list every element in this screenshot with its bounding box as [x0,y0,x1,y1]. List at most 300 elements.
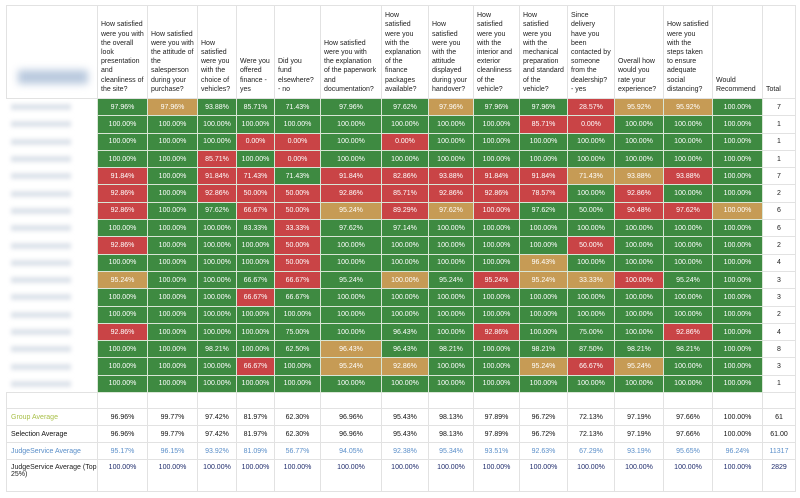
row-total: 8 [763,341,796,358]
score-cell: 100.00% [382,306,429,323]
redacted-text [11,156,71,162]
column-header[interactable]: Would Recommend [713,6,763,99]
score-cell: 100.00% [474,116,520,133]
score-cell: 100.00% [615,220,664,237]
score-cell: 95.24% [98,271,148,288]
row-label-redacted[interactable] [7,271,98,288]
redacted-text [11,364,71,370]
row-label-redacted[interactable] [7,150,98,167]
score-cell: 97.62% [382,99,429,116]
score-cell: 100.00% [568,254,615,271]
table-row [7,99,796,116]
row-label-redacted[interactable] [7,133,98,150]
summary-value: 95.65% [664,443,713,460]
table-row [7,289,796,306]
row-label-redacted[interactable] [7,375,98,392]
score-cell: 95.24% [520,271,568,288]
row-total: 1 [763,150,796,167]
table-row [7,341,796,358]
redacted-text [11,208,71,214]
score-cell: 95.24% [321,271,382,288]
score-cell: 100.00% [98,341,148,358]
score-cell: 50.00% [568,237,615,254]
score-cell: 100.00% [664,116,713,133]
score-cell: 100.00% [474,150,520,167]
summary-value: 93.51% [474,443,520,460]
score-cell: 100.00% [382,375,429,392]
score-cell: 93.88% [615,168,664,185]
score-cell: 100.00% [664,237,713,254]
summary-value: 61.00 [763,426,796,443]
empty-cell [321,393,382,409]
row-total: 1 [763,116,796,133]
score-cell: 100.00% [429,220,474,237]
score-cell: 66.67% [237,358,275,375]
score-cell: 100.00% [198,375,237,392]
summary-value: 93.19% [615,443,664,460]
score-cell: 100.00% [237,375,275,392]
score-cell: 100.00% [615,133,664,150]
summary-value: 98.13% [429,409,474,426]
score-cell: 50.00% [237,185,275,202]
score-cell: 100.00% [615,116,664,133]
score-cell: 100.00% [237,323,275,340]
row-label-redacted[interactable] [7,220,98,237]
column-header[interactable]: How satisfied were you with the attitude of the salesperson during your purchase? [148,6,198,99]
score-cell: 100.00% [429,116,474,133]
score-cell: 100.00% [664,306,713,323]
score-cell: 100.00% [148,254,198,271]
score-cell: 100.00% [98,306,148,323]
score-cell: 62.50% [275,341,321,358]
summary-value: 96.72% [520,409,568,426]
score-cell: 100.00% [321,323,382,340]
score-cell: 100.00% [615,237,664,254]
summary-value: 100.00% [98,460,148,492]
score-cell: 100.00% [148,150,198,167]
summary-value: 97.66% [664,409,713,426]
score-cell: 97.96% [520,99,568,116]
score-cell: 100.00% [321,116,382,133]
row-total: 3 [763,289,796,306]
summary-value: 97.42% [198,409,237,426]
score-cell: 100.00% [198,133,237,150]
score-cell: 100.00% [382,254,429,271]
score-cell: 95.24% [321,358,382,375]
empty-cell [7,393,98,409]
score-cell: 100.00% [713,289,763,306]
score-cell: 100.00% [321,375,382,392]
column-header[interactable]: Overall how would you rate your experience? [615,6,664,99]
row-label-redacted[interactable] [7,202,98,219]
score-cell: 95.24% [615,358,664,375]
score-cell: 92.86% [664,323,713,340]
table-row [7,202,796,219]
column-header[interactable]: How satisfied were you with the interior and exterior cleanliness of the vehicle? [474,6,520,99]
score-cell: 100.00% [237,254,275,271]
score-cell: 100.00% [664,185,713,202]
score-cell: 100.00% [520,289,568,306]
score-cell: 100.00% [568,289,615,306]
score-cell: 100.00% [474,202,520,219]
score-cell: 100.00% [198,323,237,340]
score-cell: 100.00% [275,375,321,392]
score-cell: 100.00% [474,254,520,271]
score-cell: 100.00% [520,220,568,237]
score-cell: 50.00% [275,185,321,202]
table-row [7,323,796,340]
blurred-logo [18,70,88,84]
row-label-redacted[interactable] [7,168,98,185]
score-cell: 100.00% [429,254,474,271]
summary-value: 72.13% [568,409,615,426]
score-cell: 85.71% [198,150,237,167]
score-cell: 100.00% [520,306,568,323]
score-cell: 100.00% [713,150,763,167]
score-cell: 96.43% [382,341,429,358]
summary-value: 95.17% [98,443,148,460]
score-cell: 100.00% [148,323,198,340]
summary-value: 62.30% [275,409,321,426]
table-row [7,237,796,254]
score-cell: 50.00% [275,202,321,219]
score-cell: 0.00% [237,133,275,150]
column-header[interactable]: How satisfied were you with the explanation of the paperwork and documentation? [321,6,382,99]
score-cell: 100.00% [664,254,713,271]
redacted-text [11,260,71,266]
row-label-redacted[interactable] [7,358,98,375]
redacted-text [11,139,71,145]
row-total: 2 [763,306,796,323]
score-cell: 92.86% [98,185,148,202]
score-cell: 100.00% [615,375,664,392]
score-cell: 100.00% [568,375,615,392]
table-row [7,168,796,185]
summary-value: 100.00% [198,460,237,492]
score-cell: 100.00% [713,202,763,219]
redacted-text [11,121,71,127]
score-cell: 82.86% [382,168,429,185]
score-cell: 100.00% [198,254,237,271]
empty-cell [763,393,796,409]
score-cell: 100.00% [275,358,321,375]
redacted-text [11,191,71,197]
score-cell: 100.00% [429,237,474,254]
row-label-redacted[interactable] [7,116,98,133]
score-cell: 100.00% [615,150,664,167]
score-cell: 100.00% [98,220,148,237]
summary-value: 100.00% [520,460,568,492]
summary-label: Group Average [7,409,98,426]
score-cell: 100.00% [98,133,148,150]
score-cell: 100.00% [382,116,429,133]
row-label-redacted[interactable] [7,306,98,323]
score-cell: 100.00% [98,150,148,167]
empty-cell [382,393,429,409]
column-header[interactable]: Since delivery have you been contacted by someone from the dealership? - yes [568,6,615,99]
score-cell: 0.00% [382,133,429,150]
summary-value: 100.00% [321,460,382,492]
column-header-total[interactable]: Total [763,6,796,99]
summary-value: 97.89% [474,409,520,426]
score-cell: 100.00% [275,306,321,323]
score-cell: 100.00% [321,254,382,271]
score-cell: 100.00% [198,237,237,254]
summary-value: 100.00% [713,426,763,443]
score-cell: 100.00% [474,306,520,323]
score-cell: 100.00% [198,289,237,306]
score-cell: 100.00% [664,150,713,167]
score-cell: 93.88% [429,168,474,185]
score-cell: 100.00% [520,375,568,392]
score-cell: 0.00% [275,133,321,150]
score-cell: 100.00% [615,254,664,271]
score-cell: 100.00% [98,358,148,375]
score-cell: 100.00% [664,375,713,392]
table-row [7,375,796,392]
row-total: 7 [763,168,796,185]
column-header[interactable]: How satisfied were you with the explanation of the finance packages available? [382,6,429,99]
score-cell: 91.84% [98,168,148,185]
score-cell: 100.00% [98,375,148,392]
score-cell: 92.86% [382,358,429,375]
row-total: 1 [763,133,796,150]
summary-value: 62.30% [275,426,321,443]
score-cell: 100.00% [275,116,321,133]
score-cell: 66.67% [275,289,321,306]
score-cell: 97.14% [382,220,429,237]
score-cell: 100.00% [568,306,615,323]
summary-value: 97.42% [198,426,237,443]
score-cell: 100.00% [474,133,520,150]
score-cell: 87.50% [568,341,615,358]
table-row [7,220,796,237]
score-cell: 100.00% [474,358,520,375]
score-cell: 100.00% [713,323,763,340]
redacted-text [11,329,71,335]
summary-value: 95.34% [429,443,474,460]
empty-cell [615,393,664,409]
score-cell: 33.33% [568,271,615,288]
column-header[interactable]: How satisfied were you with the overall look presentation and cleanliness of the site? [98,6,148,99]
score-cell: 100.00% [237,116,275,133]
score-cell: 100.00% [382,271,429,288]
summary-value: 72.13% [568,426,615,443]
redacted-text [11,104,71,110]
group-average-row [7,409,796,426]
score-cell: 95.92% [615,99,664,116]
score-cell: 71.43% [568,168,615,185]
summary-value: 99.77% [148,409,198,426]
score-cell: 92.86% [98,202,148,219]
score-cell: 100.00% [520,150,568,167]
score-cell: 28.57% [568,99,615,116]
score-cell: 100.00% [237,150,275,167]
empty-cell [664,393,713,409]
score-cell: 100.00% [713,341,763,358]
row-total: 6 [763,202,796,219]
empty-cell [429,393,474,409]
empty-cell [713,393,763,409]
score-cell: 89.29% [382,202,429,219]
empty-cell [98,393,148,409]
row-total: 4 [763,254,796,271]
score-cell: 100.00% [148,289,198,306]
row-label-redacted[interactable] [7,323,98,340]
score-cell: 91.84% [198,168,237,185]
summary-value: 97.19% [615,426,664,443]
score-cell: 100.00% [98,116,148,133]
column-header[interactable]: How satisfied were you with the steps taken to ensure adequate social distancing? [664,6,713,99]
score-cell: 98.21% [615,341,664,358]
score-cell: 100.00% [237,237,275,254]
score-cell: 100.00% [713,185,763,202]
column-header[interactable]: How satisfied were you with the attitude displayed during your handover? [429,6,474,99]
score-cell: 95.24% [474,271,520,288]
score-cell: 0.00% [275,150,321,167]
score-cell: 91.84% [321,168,382,185]
score-cell: 100.00% [321,306,382,323]
score-cell: 100.00% [198,306,237,323]
score-cell: 66.67% [237,271,275,288]
summary-value: 100.00% [615,460,664,492]
score-cell: 100.00% [148,220,198,237]
score-cell: 100.00% [713,358,763,375]
score-cell: 50.00% [568,202,615,219]
spacer-row [7,393,796,409]
row-label-redacted[interactable] [7,289,98,306]
empty-cell [520,393,568,409]
row-total: 2 [763,185,796,202]
summary-value: 81.09% [237,443,275,460]
score-cell: 100.00% [148,168,198,185]
score-cell: 100.00% [198,271,237,288]
summary-value: 56.77% [275,443,321,460]
summary-value: 92.38% [382,443,429,460]
summary-value: 98.13% [429,426,474,443]
score-cell: 97.96% [98,99,148,116]
score-cell: 100.00% [713,116,763,133]
score-cell: 100.00% [615,289,664,306]
score-cell: 100.00% [713,271,763,288]
score-cell: 100.00% [568,150,615,167]
score-cell: 100.00% [474,289,520,306]
score-cell: 78.57% [520,185,568,202]
score-cell: 95.92% [664,99,713,116]
score-cell: 92.86% [98,323,148,340]
score-cell: 50.00% [275,254,321,271]
score-cell: 100.00% [148,306,198,323]
score-cell: 100.00% [148,185,198,202]
score-cell: 96.43% [382,323,429,340]
score-cell: 100.00% [237,341,275,358]
summary-value: 100.00% [664,460,713,492]
summary-value: 96.96% [98,409,148,426]
score-cell: 100.00% [382,237,429,254]
score-cell: 100.00% [474,220,520,237]
table-row [7,358,796,375]
row-total: 3 [763,271,796,288]
score-cell: 100.00% [198,358,237,375]
table-row [7,254,796,271]
summary-value: 100.00% [568,460,615,492]
summary-value: 92.63% [520,443,568,460]
summary-value: 94.05% [321,443,382,460]
column-header[interactable]: How satisfied were you with the mechanical preparation and standard of the vehicle? [520,6,568,99]
score-cell: 100.00% [568,133,615,150]
column-header[interactable]: Did you fund elsewhere? - no [275,6,321,99]
score-cell: 100.00% [148,116,198,133]
summary-label: JudgeService Average (Top 25%) [7,460,98,492]
column-header[interactable]: How satisfied were you with the choice of vehicles? [198,6,237,99]
score-cell: 100.00% [148,341,198,358]
row-label-redacted[interactable] [7,185,98,202]
table-row [7,306,796,323]
score-cell: 100.00% [98,254,148,271]
score-cell: 100.00% [382,150,429,167]
summary-value: 61 [763,409,796,426]
summary-value: 96.72% [520,426,568,443]
score-cell: 97.62% [520,202,568,219]
satisfaction-report-table [6,5,796,492]
summary-value: 96.24% [713,443,763,460]
score-cell: 83.33% [237,220,275,237]
score-cell: 100.00% [664,133,713,150]
score-cell: 97.96% [429,99,474,116]
score-cell: 100.00% [321,237,382,254]
score-cell: 92.86% [98,237,148,254]
summary-value: 2829 [763,460,796,492]
row-label-redacted[interactable] [7,99,98,116]
score-cell: 100.00% [568,220,615,237]
score-cell: 91.84% [474,168,520,185]
score-cell: 71.43% [275,168,321,185]
summary-value: 99.77% [148,426,198,443]
score-cell: 96.43% [520,254,568,271]
score-cell: 100.00% [713,220,763,237]
score-cell: 92.86% [474,185,520,202]
row-label-redacted[interactable] [7,254,98,271]
table-row [7,150,796,167]
selection-average-row [7,426,796,443]
score-cell: 100.00% [664,358,713,375]
score-cell: 96.43% [321,341,382,358]
summary-value: 97.19% [615,409,664,426]
row-total: 3 [763,358,796,375]
redacted-text [11,225,71,231]
score-cell: 33.33% [275,220,321,237]
summary-value: 93.92% [198,443,237,460]
redacted-text [11,243,71,249]
score-cell: 95.24% [321,202,382,219]
score-cell: 100.00% [520,237,568,254]
score-cell: 92.86% [429,185,474,202]
score-cell: 100.00% [429,375,474,392]
column-header[interactable]: Were you offered finance - yes [237,6,275,99]
row-label-redacted[interactable] [7,237,98,254]
score-cell: 93.88% [664,168,713,185]
row-total: 7 [763,99,796,116]
summary-value: 96.96% [321,409,382,426]
row-label-redacted[interactable] [7,341,98,358]
summary-value: 100.00% [382,460,429,492]
row-total: 6 [763,220,796,237]
score-cell: 100.00% [474,341,520,358]
score-cell: 66.67% [275,271,321,288]
row-total: 1 [763,375,796,392]
score-cell: 91.84% [520,168,568,185]
summary-value: 11317 [763,443,796,460]
